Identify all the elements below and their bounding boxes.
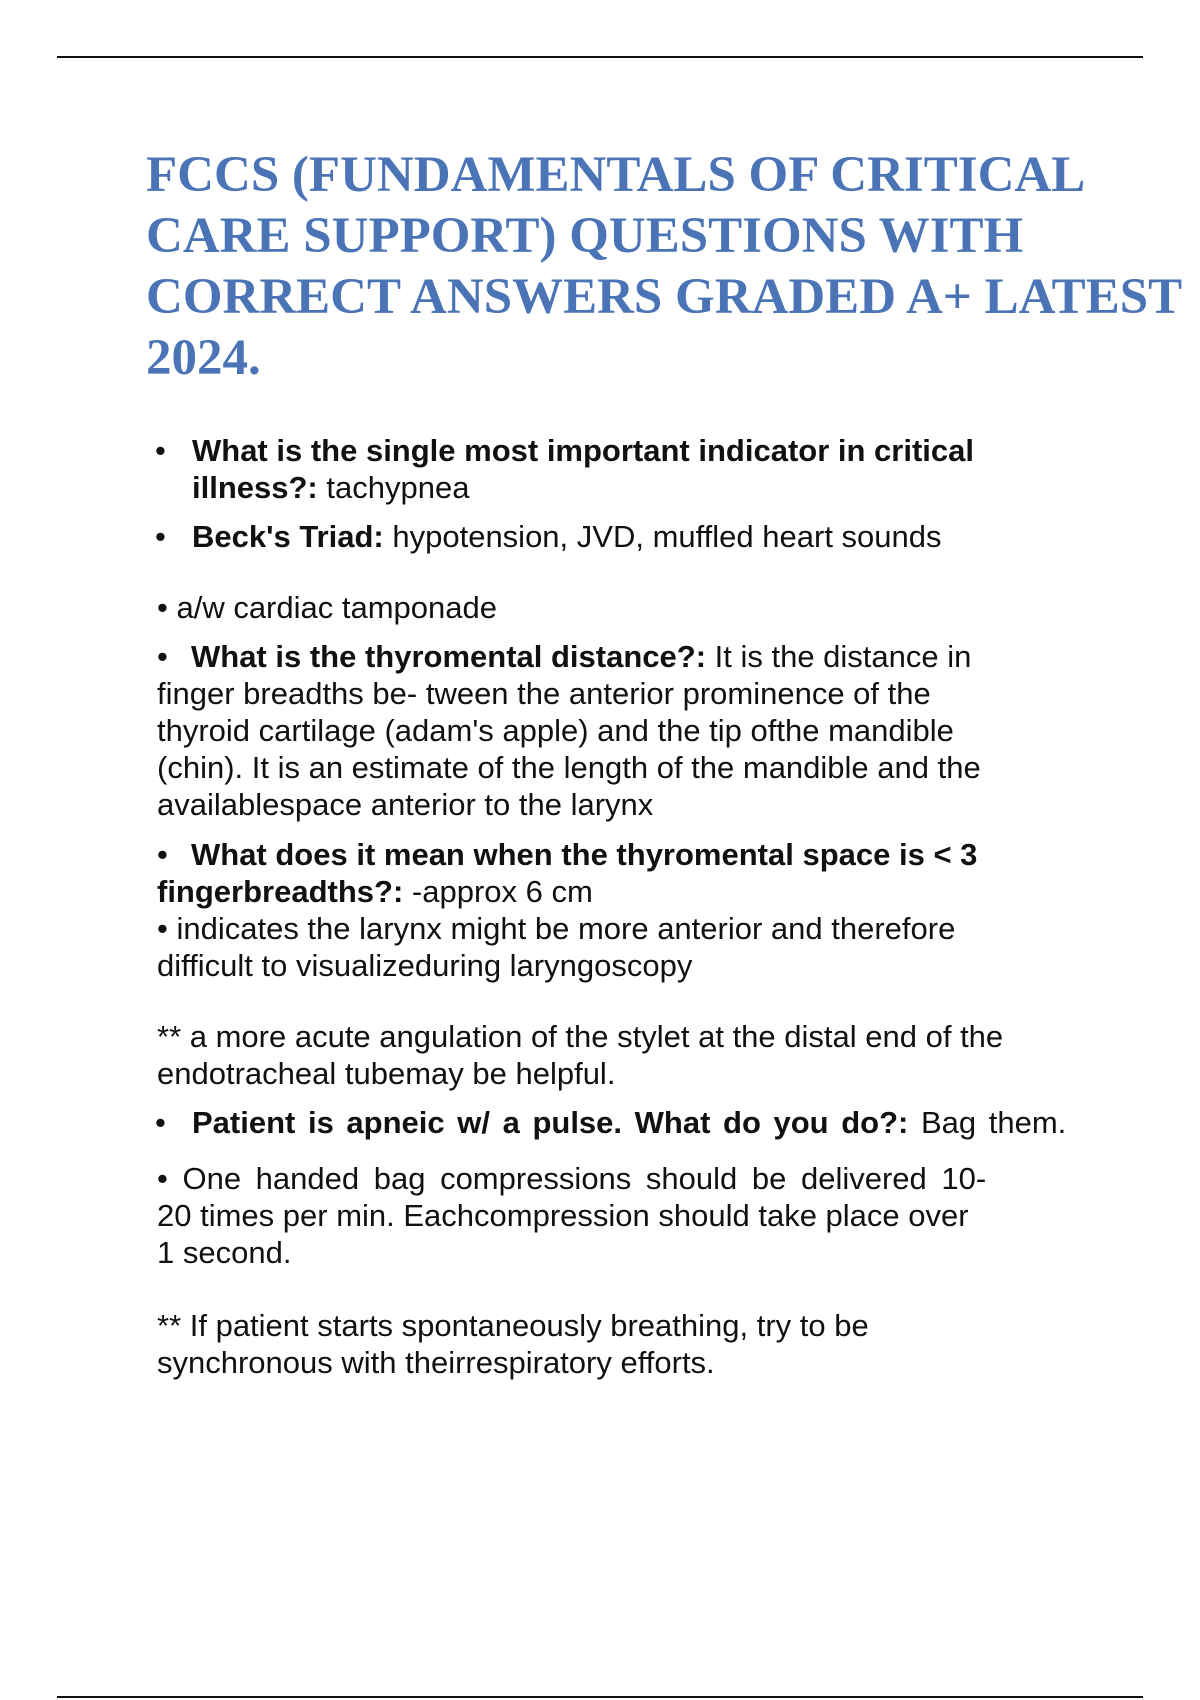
- question-text: What does it mean when the thyromental space is < 3: [191, 837, 978, 872]
- title-line: 2024.: [146, 330, 261, 386]
- note-line: endotracheal tubemay be helpful.: [157, 1056, 616, 1091]
- note-line: • One handed bag compressions should be delivered 10-: [157, 1161, 987, 1196]
- answer-text: tachypnea: [317, 470, 470, 505]
- question-text: Beck's Triad:: [192, 519, 384, 554]
- answer-text: Bag them.: [908, 1105, 1067, 1140]
- question-item-indicator: [155, 432, 1012, 506]
- note-spontaneous-breathing: [157, 1307, 1057, 1381]
- answer-line: availablespace anterior to the larynx: [157, 787, 654, 822]
- title-line: CARE SUPPORT) QUESTIONS WITH: [146, 208, 1024, 264]
- question-item-thyromental-space: [157, 836, 1057, 984]
- note-line: 1 second.: [157, 1235, 292, 1270]
- question-item-thyromental-distance: [157, 638, 1057, 823]
- answer-text: hypotension, JVD, muffled heart sounds: [383, 519, 942, 554]
- top-rule: [57, 56, 1143, 58]
- answer-text: It is the distance in: [706, 639, 972, 674]
- question-item-apneic-pulse: [155, 1104, 1122, 1141]
- answer-text: -approx 6 cm: [403, 874, 593, 909]
- bullet: •: [157, 639, 168, 674]
- note-line: ** a more acute angulation of the stylet at the distal end of the: [157, 1019, 1004, 1054]
- answer-line: (chin). It is an estimate of the length of the mandible and the: [157, 750, 981, 785]
- bullet: •: [157, 837, 168, 872]
- bullet: •: [155, 1105, 166, 1140]
- note-stylet: [157, 1018, 1057, 1092]
- detail-line: • indicates the larynx might be more anterior and therefore: [157, 911, 956, 946]
- question-text: What is the single most important indicator in critical illness?:: [192, 433, 974, 505]
- bullet: •: [155, 433, 166, 468]
- note-cardiac-tamponade: • a/w cardiac tamponade: [157, 590, 497, 625]
- title-line: CORRECT ANSWERS GRADED A+ LATEST: [146, 269, 1183, 325]
- question-text: Patient is apneic w/ a pulse. What do you do?:: [192, 1105, 909, 1140]
- detail-line: difficult to visualizeduring laryngoscopy: [157, 948, 693, 983]
- note-line: synchronous with theirrespiratory efforts.: [157, 1345, 715, 1380]
- note-line: ** If patient starts spontaneously breathing, try to be: [157, 1308, 869, 1343]
- question-item-becks-triad: [155, 518, 1092, 555]
- note-line: 20 times per min. Eachcompression should take place over: [157, 1198, 969, 1233]
- bullet: •: [155, 519, 166, 554]
- question-text: fingerbreadths?:: [157, 874, 404, 909]
- title-line: FCCS (FUNDAMENTALS OF CRITICAL: [146, 147, 1086, 203]
- question-text: What is the thyromental distance?:: [191, 639, 707, 674]
- answer-line: finger breadths be- tween the anterior prominence of the: [157, 676, 931, 711]
- note-bag-compressions: [157, 1160, 1017, 1271]
- document-title: [146, 145, 1200, 389]
- answer-line: thyroid cartilage (adam's apple) and the tip ofthe mandible: [157, 713, 954, 748]
- bottom-rule: [57, 1696, 1143, 1698]
